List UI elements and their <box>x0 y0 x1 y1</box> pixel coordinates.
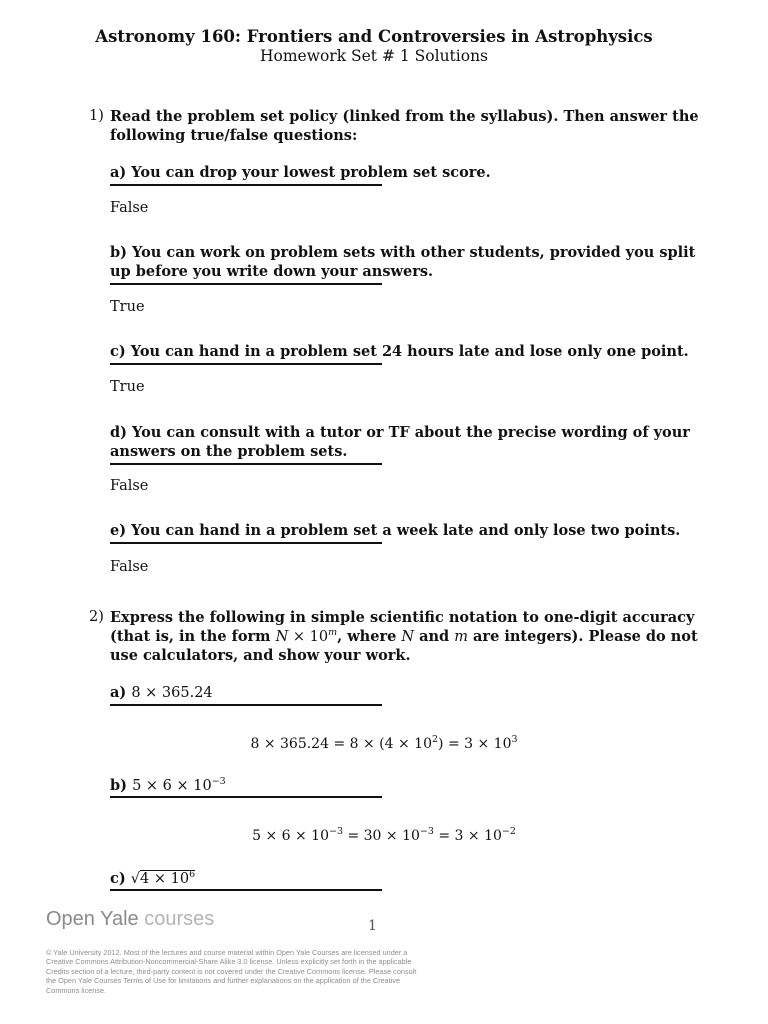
question-2-prompt-line-2: (that is, in the form $N \times 10^m$, where N and m are integers). Please do not <box>110 627 698 645</box>
question-1b-answer: True <box>110 299 145 315</box>
question-1b-rule <box>110 283 382 285</box>
question-2a <box>110 683 213 703</box>
question-1b-text-line-1: b) You can work on problem sets with other students, provided you split <box>110 244 696 261</box>
question-1c-answer: True <box>110 379 145 395</box>
question-1d-text-line-1: d) You can consult with a tutor or TF about the precise wording of your <box>110 424 690 441</box>
question-2c-expression: $√4 \times 10^6$ <box>130 869 196 887</box>
document-title: Astronomy 160: Frontiers and Controversies in Astrophysics <box>95 27 653 46</box>
open-yale-courses-logo: Open Yale courses <box>46 908 215 930</box>
page-number: 1 <box>368 918 377 934</box>
question-1e-rule <box>110 542 382 544</box>
question-1d-answer: False <box>110 478 149 494</box>
question-2b-label: b) <box>110 777 127 794</box>
question-2-number: 2) <box>89 609 104 625</box>
question-1-prompt-line-2: following true/false questions: <box>110 127 358 144</box>
question-2c-label: c) <box>110 870 126 887</box>
square-root-icon: √ <box>130 871 141 887</box>
question-2a-label: a) <box>110 684 127 701</box>
question-2b-solution: $5 \times 6 \times 10^{-3} = 30 \times 10^{-3} = 3 \times 10^{-2}$ <box>252 826 516 844</box>
question-1a-answer: False <box>110 200 149 216</box>
question-1a-text: a) You can drop your lowest problem set score. <box>110 164 491 181</box>
license-notice: © Yale University 2012. Most of the lectures and course material within Open Yale Courses are licensed under a Creative Commons Attribution-Noncommercial-Share Alike 3.0 license. Unless explicitly set forth in the applicable Credits section of a lecture, third-party content is not covered under the Creative Commons license. Please consult the Open Yale Courses Terms of Use for limitations and further explanations on the application of the Creative Commons license. <box>46 948 417 995</box>
question-1d-rule <box>110 463 382 465</box>
question-2-prompt-line-1: Express the following in simple scientific notation to one-digit accuracy <box>110 609 695 626</box>
question-2b-expression: $5 \times 6 \times 10^{-3}$ <box>132 776 226 794</box>
question-1e-answer: False <box>110 559 149 575</box>
question-1a-rule <box>110 184 382 186</box>
question-1c-text: c) You can hand in a problem set 24 hours late and lose only one point. <box>110 343 689 360</box>
question-1-number: 1) <box>89 108 104 124</box>
question-2a-expression: 8 × 365.24 <box>131 685 213 701</box>
document-subtitle: Homework Set # 1 Solutions <box>259 47 489 65</box>
question-1e-text: e) You can hand in a problem set a week late and only lose two points. <box>110 522 681 539</box>
question-2b <box>110 776 226 796</box>
question-1d-text-line-2: answers on the problem sets. <box>110 443 348 460</box>
question-1-prompt-line-1: Read the problem set policy (linked from the syllabus). Then answer the <box>110 108 699 125</box>
question-1b-text-line-2: up before you write down your answers. <box>110 263 434 280</box>
question-2a-rule <box>110 704 382 706</box>
question-2b-rule <box>110 796 382 798</box>
question-2c-rule <box>110 889 382 891</box>
question-2a-solution: $8 \times 365.24 = 8 \times (4 \times 10^2) = 3 \times 10^3$ <box>250 734 518 752</box>
question-2c <box>110 869 195 889</box>
question-1c-rule <box>110 363 382 365</box>
question-2-prompt-line-3: use calculators, and show your work. <box>110 647 411 664</box>
